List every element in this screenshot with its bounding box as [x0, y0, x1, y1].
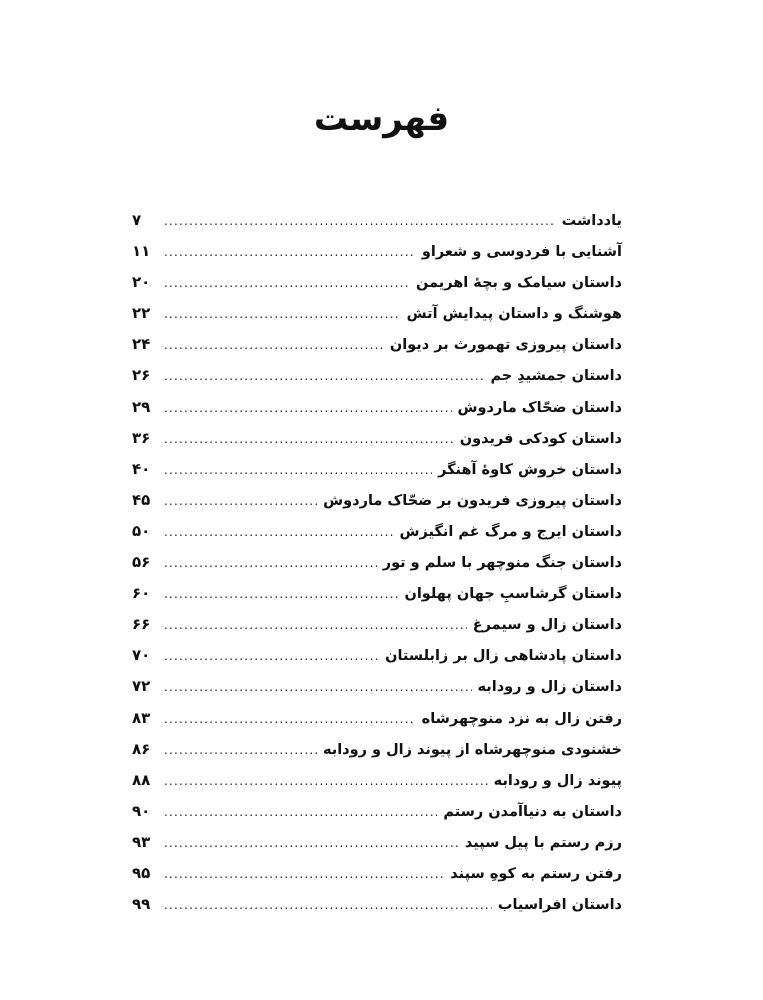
toc-entry-title: پیوند زال و رودابه	[493, 772, 622, 789]
toc-entry-title: داستان افراسیاب	[497, 897, 622, 914]
toc-entry-title: آشنایی با فردوسی و شعراو	[421, 244, 622, 261]
toc-entry	[132, 547, 622, 578]
toc-entry-page-number: ۲۴	[132, 335, 151, 354]
toc-entry	[132, 360, 622, 391]
toc-entry-title: یادداشت	[561, 213, 622, 229]
dot-leader	[164, 704, 416, 735]
toc-entry-page-number: ۶۰	[132, 584, 151, 603]
toc-entry-page-number: ۱۱	[132, 242, 151, 261]
dot-leader	[164, 268, 410, 299]
toc-entry	[132, 671, 622, 702]
toc-entry-page-number: ۲۹	[132, 397, 151, 416]
toc-entry-page-number: ۵۰	[132, 521, 151, 540]
dot-leader	[164, 237, 416, 268]
toc-entry-title: داستان زال و سیمرغ	[472, 617, 622, 634]
dot-leader	[164, 455, 432, 486]
dot-leader	[164, 361, 484, 392]
toc-entry-title: داستان ضحّاک ماردوش	[457, 399, 622, 416]
toc-entry-page-number: ۲۶	[132, 366, 151, 385]
toc-entry-page-number: ۴۵	[132, 490, 151, 509]
dot-leader	[164, 859, 444, 890]
toc-entry	[132, 858, 622, 889]
toc-entry	[132, 640, 622, 671]
toc-entry	[132, 454, 622, 485]
toc-entry-title: داستان کودکی فریدون	[459, 430, 622, 447]
toc-entry-page-number: ۸۸	[132, 770, 151, 789]
toc-entry-page-number: ۹۳	[132, 832, 151, 851]
dot-leader	[164, 486, 317, 517]
page-title: فهرست	[313, 98, 450, 139]
toc-entry	[132, 609, 622, 640]
toc-entry-page-number: ۳۶	[132, 428, 151, 447]
toc-entry	[132, 734, 622, 765]
dot-leader	[164, 517, 394, 548]
dot-leader	[164, 579, 398, 610]
toc-entry-page-number: ۷۲	[132, 677, 151, 696]
dot-leader	[164, 206, 556, 237]
dot-leader	[164, 610, 467, 641]
dot-leader	[164, 330, 384, 361]
toc-entry-page-number: ۸۳	[132, 708, 151, 727]
toc-entry-title: داستان جنگ منوچهر با سلم و تور	[382, 555, 622, 572]
toc-entry	[132, 516, 622, 547]
toc-entry-title: داستان زال و رودابه	[477, 679, 622, 696]
toc-entry-title: داستان خروش کاوهٔ آهنگر	[438, 461, 622, 478]
toc-entry	[132, 889, 622, 920]
toc-entry-page-number: ۹۰	[132, 801, 151, 820]
toc-entry	[132, 827, 622, 858]
toc-entry-page-number: ۴۰	[132, 459, 151, 478]
toc-entry-title: داستان پیروزی فریدون بر ضحّاک ماردوش	[323, 492, 622, 509]
dot-leader	[164, 393, 452, 424]
toc-entry	[132, 796, 622, 827]
dot-leader	[164, 424, 454, 455]
dot-leader	[164, 890, 492, 921]
toc-entry-title: داستان ایرج و مرگ غم انگیزش	[399, 523, 622, 540]
toc-entry	[132, 267, 622, 298]
toc-entry	[132, 329, 622, 360]
toc-entry-page-number: ۶۶	[132, 615, 151, 634]
toc-entry-page-number: ۹۵	[132, 863, 151, 882]
toc-entry	[132, 423, 622, 454]
toc-entry-title: رفتن زال به نزد منوچهرشاه	[421, 710, 622, 727]
toc-entry-page-number: ۹۹	[132, 895, 151, 914]
dot-leader	[164, 735, 317, 766]
dot-leader	[164, 548, 377, 579]
toc-entry	[132, 765, 622, 796]
toc-entry-page-number: ۵۶	[132, 553, 151, 572]
toc-entry	[132, 703, 622, 734]
toc-entry	[132, 392, 622, 423]
toc-entry	[132, 298, 622, 329]
toc-entry-title: داستان گرشاسبِ جهان پهلوان	[404, 586, 622, 603]
toc-entry-title: خشنودی منوچهرشاه از پیوند زال و رودابه	[322, 741, 622, 758]
dot-leader	[164, 299, 401, 330]
toc-entry-title: داستان به دنیاآمدن رستم	[443, 803, 622, 820]
dot-leader	[164, 641, 379, 672]
toc-entry	[132, 205, 622, 236]
toc-entry-title: رفتن رستم به کوهِ سپند	[450, 865, 622, 882]
toc-entry-title: داستان پادشاهی زال بر زابلستان	[385, 648, 622, 665]
dot-leader	[164, 797, 437, 828]
toc-entry-title: داستان سیامک و بچهٔ اهریمن	[415, 275, 622, 292]
toc-entry-page-number: ۲۲	[132, 304, 151, 323]
toc-entry-title: رزم رستم با پیل سپید	[464, 834, 622, 851]
toc-entry	[132, 485, 622, 516]
table-of-contents	[132, 205, 622, 920]
toc-entry-title: داستان جمشیدِ جم	[490, 368, 622, 385]
toc-entry-page-number: ۷	[132, 211, 142, 229]
toc-entry	[132, 578, 622, 609]
toc-entry	[132, 236, 622, 267]
toc-entry-title: هوشنگ و داستان پیدایش آتش	[406, 306, 622, 323]
dot-leader	[164, 766, 488, 797]
toc-entry-page-number: ۷۰	[132, 646, 151, 665]
toc-entry-title: داستان پیروزی تهمورث بر دیوان	[389, 337, 622, 354]
toc-entry-page-number: ۲۰	[132, 273, 151, 292]
dot-leader	[164, 828, 459, 859]
toc-entry-page-number: ۸۶	[132, 739, 151, 758]
dot-leader	[164, 672, 472, 703]
